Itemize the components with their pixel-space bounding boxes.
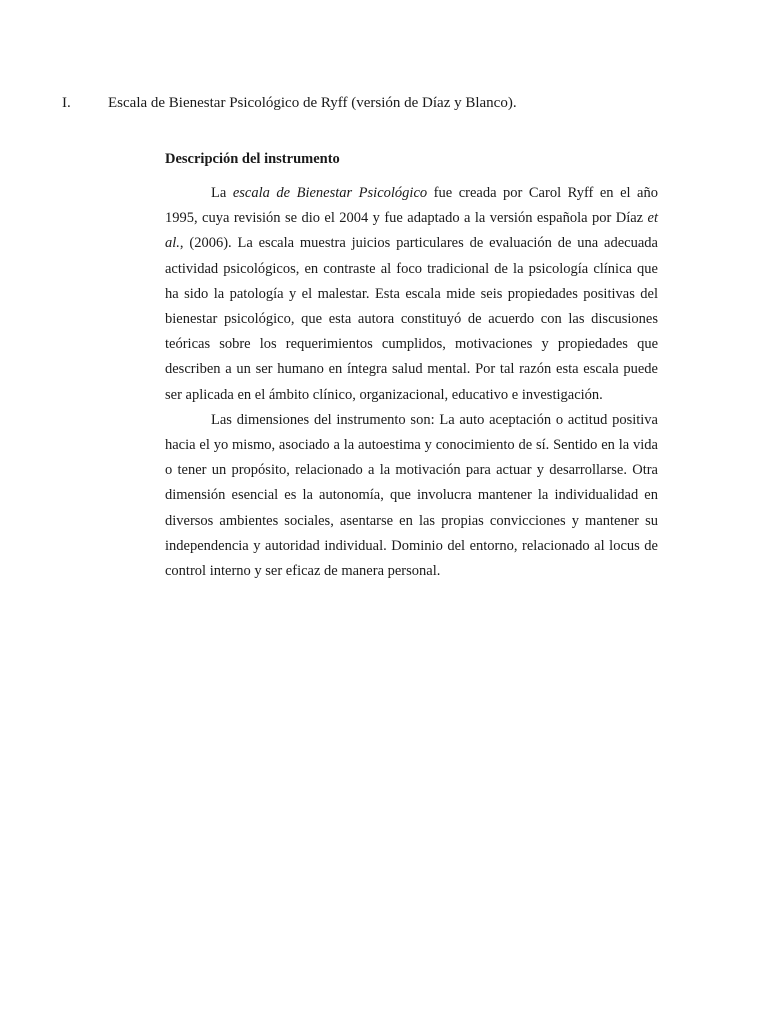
paragraph-1-italic-et-al: et al. [165, 210, 658, 252]
paragraph-1-text-c: , (2006). La escala muestra juicios particulares de evaluación de una adecuada actividad psicológicos, en contraste al foco tradicional de la psicología clínica que ha sido la patología y el malestar. Esta escala mide seis propiedades positivas del bienestar psicológico, que esta autora constituyó de acuerdo con las discusiones teóricas sobre los requerimientos cumplidos, motivaciones y propiedades que describen a un ser humano en íntegra salud mental. Por tal razón esta escala puede ser aplicada en el ámbito clínico, organizacional, educativo e investigación. [165, 235, 658, 403]
paragraph-1-text-b: fue creada por Carol Ryff en el año 1995, cuya revisión se dio el 2004 y fue adaptado a la versión española por Díaz [165, 185, 658, 227]
paragraph-1 [165, 181, 658, 408]
heading-title: Escala de Bienestar Psicológico de Ryff (versión de Díaz y Blanco). [108, 95, 517, 111]
paragraph-1-text-a: La [211, 185, 233, 201]
instrument-description-section [165, 149, 658, 584]
heading-number: I. [62, 95, 71, 111]
paragraph-1-italic-scale-name: escala de Bienestar Psicológico [232, 185, 428, 201]
paragraph-2: Las dimensiones del instrumento son: La auto aceptación o actitud positiva hacia el yo mismo, asociado a la autoestima y conocimiento de sí. Sentido en la vida o tener un propósito, relacionado a la motivación para actuar y desarrollarse. Otra dimensión esencial es la autonomía, que involucra mantener la individualidad en diversos ambientes sociales, asentarse en las propias convicciones y mantener su independencia y autoridad individual. Dominio del entorno, relacionado al locus de control interno y ser eficaz de manera personal. [165, 411, 658, 580]
subheading: Descripción del instrumento [165, 151, 340, 167]
